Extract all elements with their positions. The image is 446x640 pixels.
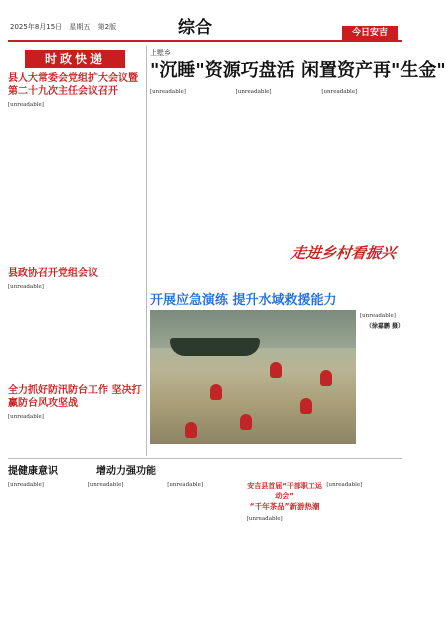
rescuer-figure — [240, 414, 252, 430]
section-title: 综合 — [178, 18, 212, 38]
sub-article-headline: “千年茶品”新游热潮 — [249, 502, 320, 511]
section-banner: 时政快递 — [25, 50, 125, 68]
photo-caption-text: [unreadable] — [360, 313, 396, 319]
newspaper-logo: 今日安吉 — [342, 26, 398, 40]
photo-credit: （徐嘉鹏 摄） — [365, 323, 404, 331]
rescuer-figure — [270, 362, 282, 378]
bottom-body-col-2: [unreadable] — [87, 482, 124, 488]
header-rule — [8, 40, 402, 42]
rescuer-figure — [210, 384, 222, 400]
series-slogan: 走进乡村看振兴 — [289, 244, 398, 262]
bottom-article — [8, 462, 402, 634]
bottom-body-col-1: [unreadable] — [8, 482, 44, 488]
bottom-body-col-3: [unreadable] — [167, 482, 204, 488]
bottom-body-col-4: [unreadable] — [246, 516, 283, 522]
bottom-body-col-5: [unreadable] — [326, 482, 363, 488]
issue-date: 2025年8月15日 — [10, 23, 63, 31]
main-body-col-3: [unreadable] — [321, 89, 358, 95]
rescuer-figure — [320, 370, 332, 386]
article-body-2: [unreadable] — [8, 284, 44, 290]
main-body-col-2: [unreadable] — [235, 89, 272, 95]
issue-weekday: 星期五 — [69, 23, 91, 31]
photo-caption — [360, 312, 404, 444]
rescuer-figure — [300, 398, 312, 414]
bottom-headline-1: 提健康意识 — [8, 466, 58, 477]
article-headline-2: 县政协召开党组会议 — [8, 268, 98, 279]
main-kicker: 上墅乡 — [150, 49, 171, 57]
article-body-3: [unreadable] — [8, 414, 44, 420]
rescue-drill-photo — [150, 310, 356, 444]
photo-headline: 开展应急演练 提升水域救援能力 — [150, 293, 337, 308]
boat-shape — [170, 338, 260, 356]
column-divider — [146, 46, 147, 456]
main-headline: "沉睡"资源巧盘活 闲置资产再"生金" — [150, 60, 446, 81]
main-body-col-1: [unreadable] — [150, 89, 186, 95]
issue-page: 第2版 — [97, 23, 117, 31]
bottom-headlines — [8, 462, 156, 477]
page-header — [0, 0, 410, 40]
left-column — [8, 44, 142, 523]
main-article — [150, 44, 446, 284]
article-headline-1: 县人大常委会党组扩大会议暨第二十九次主任会议召开 — [8, 73, 138, 97]
bottom-columns — [8, 481, 402, 637]
rescuer-figure — [185, 422, 197, 438]
bottom-headline-2: 增动力强功能 — [96, 466, 156, 477]
article-headline-3: 全力抓好防汛防台工作 坚决打赢防台风攻坚战 — [8, 385, 142, 409]
bottom-sub-article — [247, 481, 323, 637]
sub-article-kicker: 安吉县首届“干部职工运动会” — [247, 482, 322, 500]
section-rule — [8, 458, 402, 459]
article-body-1: [unreadable] — [8, 102, 44, 108]
issue-info — [10, 22, 121, 32]
